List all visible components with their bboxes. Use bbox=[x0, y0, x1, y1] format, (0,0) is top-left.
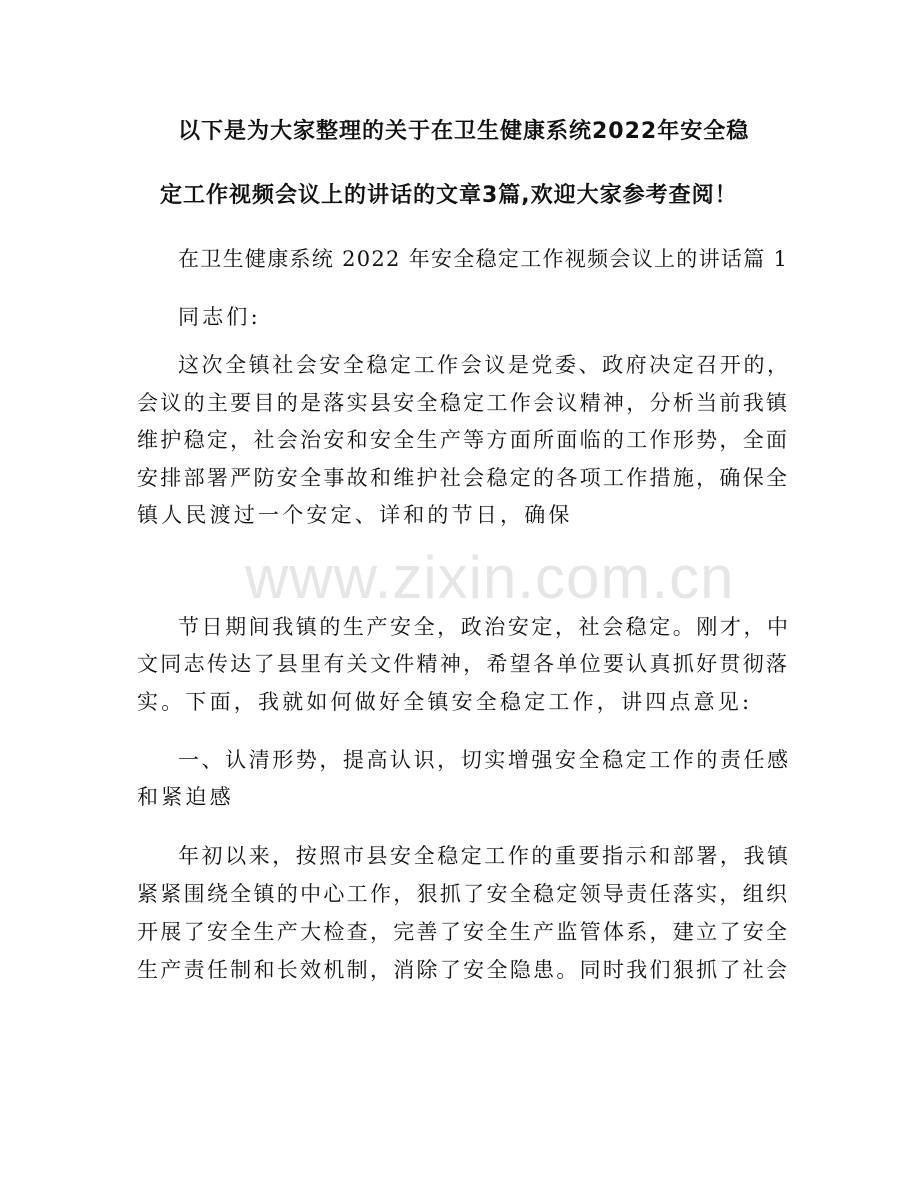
text-line: 年初以来，按照市县安全稳定工作的重要指示和部署，我镇 bbox=[178, 844, 788, 868]
text-line: 紧紧围绕全镇的中心工作，狠抓了安全稳定领导责任落实，组织 bbox=[137, 882, 787, 906]
text-line: 实。下面，我就如何做好全镇安全稳定工作，讲四点意见: bbox=[137, 690, 753, 714]
text-line: 开展了安全生产大检查，完善了安全生产监管体系，建立了安全 bbox=[137, 920, 787, 944]
text-line: 这次全镇社会安全稳定工作会议是党委、政府决定召开的， bbox=[178, 353, 788, 377]
article-title: 在卫生健康系统 2022 年安全稳定工作视频会议上的讲话篇 1 bbox=[178, 247, 789, 271]
text-line: 和紧迫感 bbox=[137, 785, 234, 809]
intro-line-2: 定工作视频会议上的讲话的文章3篇,欢迎大家参考查阅！ bbox=[160, 183, 738, 208]
salutation: 同志们: bbox=[178, 305, 261, 329]
text-line: 生产责任制和长效机制，消除了安全隐患。同时我们狠抓了社会 bbox=[137, 958, 787, 982]
text-line: 一、认清形势，提高认识，切实增强安全稳定工作的责任感 bbox=[178, 748, 788, 772]
intro-line-1: 以下是为大家整理的关于在卫生健康系统2022年安全稳 bbox=[178, 119, 750, 144]
text-line: 节日期间我镇的生产安全，政治安定，社会稳定。刚才，中 bbox=[178, 615, 788, 639]
text-line: 文同志传达了县里有关文件精神，希望各单位要认真抓好贯彻落 bbox=[137, 652, 787, 676]
watermark: www.zixin.com.cn bbox=[245, 544, 735, 611]
text-line: 镇人民渡过一个安定、详和的节日，确保 bbox=[137, 503, 573, 527]
text-line: 安排部署严防安全事故和维护社会稳定的各项工作措施，确保全 bbox=[137, 466, 787, 490]
text-line: 会议的主要目的是落实县安全稳定工作会议精神，分析当前我镇 bbox=[137, 391, 787, 415]
text-line: 维护稳定，社会治安和安全生产等方面所面临的工作形势，全面 bbox=[137, 428, 787, 452]
